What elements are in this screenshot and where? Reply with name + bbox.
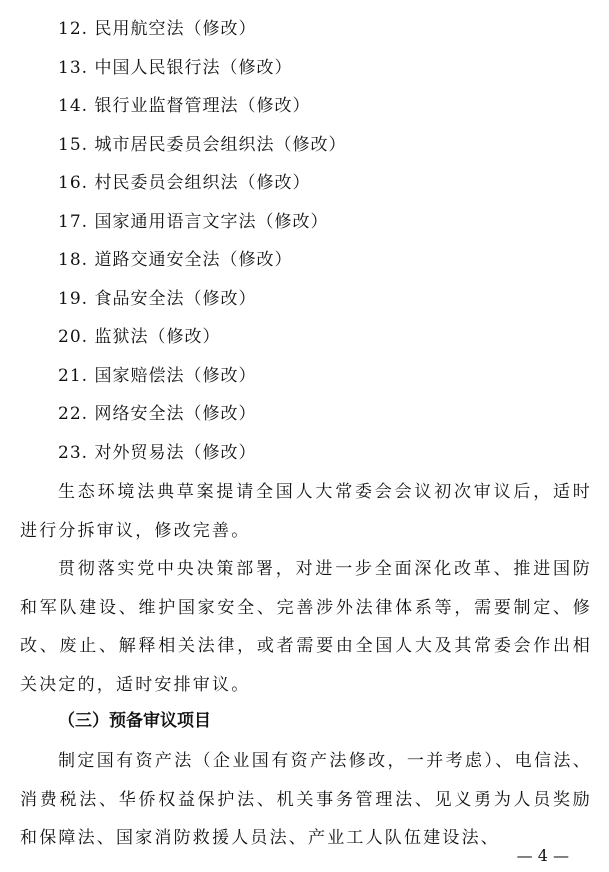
law-list-item-22: 22. 网络安全法（修改） [58, 404, 257, 424]
law-list-item-18: 18. 道路交通安全法（修改） [58, 250, 293, 270]
law-list-item-15: 15. 城市居民委员会组织法（修改） [58, 135, 347, 155]
page-number: — 4 — [516, 846, 569, 865]
eco-code-paragraph: 生态环境法典草案提请全国人大常委会会议初次审议后，适时进行分拆审议，修改完善。 [20, 482, 592, 541]
law-list-item-21: 21. 国家赔偿法（修改） [58, 366, 257, 386]
law-list-item-12: 12. 民用航空法（修改） [58, 19, 257, 39]
law-list-item-17: 17. 国家通用语言文字法（修改） [58, 212, 329, 232]
section-heading-preparatory: （三）预备审议项目 [58, 711, 211, 731]
law-list-item-13: 13. 中国人民银行法（修改） [58, 58, 293, 78]
implementation-paragraph: 贯彻落实党中央决策部署，对进一步全面深化改革、推进国防和军队建设、维护国家安全、完善涉外法律体系等，需要制定、修改、废止、解释相关法律，或者需要由全国人大及其常委会作出相关决定的，适时安排审议。 [20, 559, 592, 695]
law-list-item-14: 14. 银行业监督管理法（修改） [58, 96, 311, 116]
preparatory-paragraph: 制定国有资产法（企业国有资产法修改，一并考虑）、电信法、消费税法、华侨权益保护法、机关事务管理法、见义勇为人员奖励和保障法、国家消防救援人员法、产业工人队伍建设法、 [20, 751, 592, 848]
law-list-item-23: 23. 对外贸易法（修改） [58, 443, 257, 463]
law-list-item-19: 19. 食品安全法（修改） [58, 289, 257, 309]
law-list-item-20: 20. 监狱法（修改） [58, 327, 221, 347]
law-list-item-16: 16. 村民委员会组织法（修改） [58, 173, 311, 193]
